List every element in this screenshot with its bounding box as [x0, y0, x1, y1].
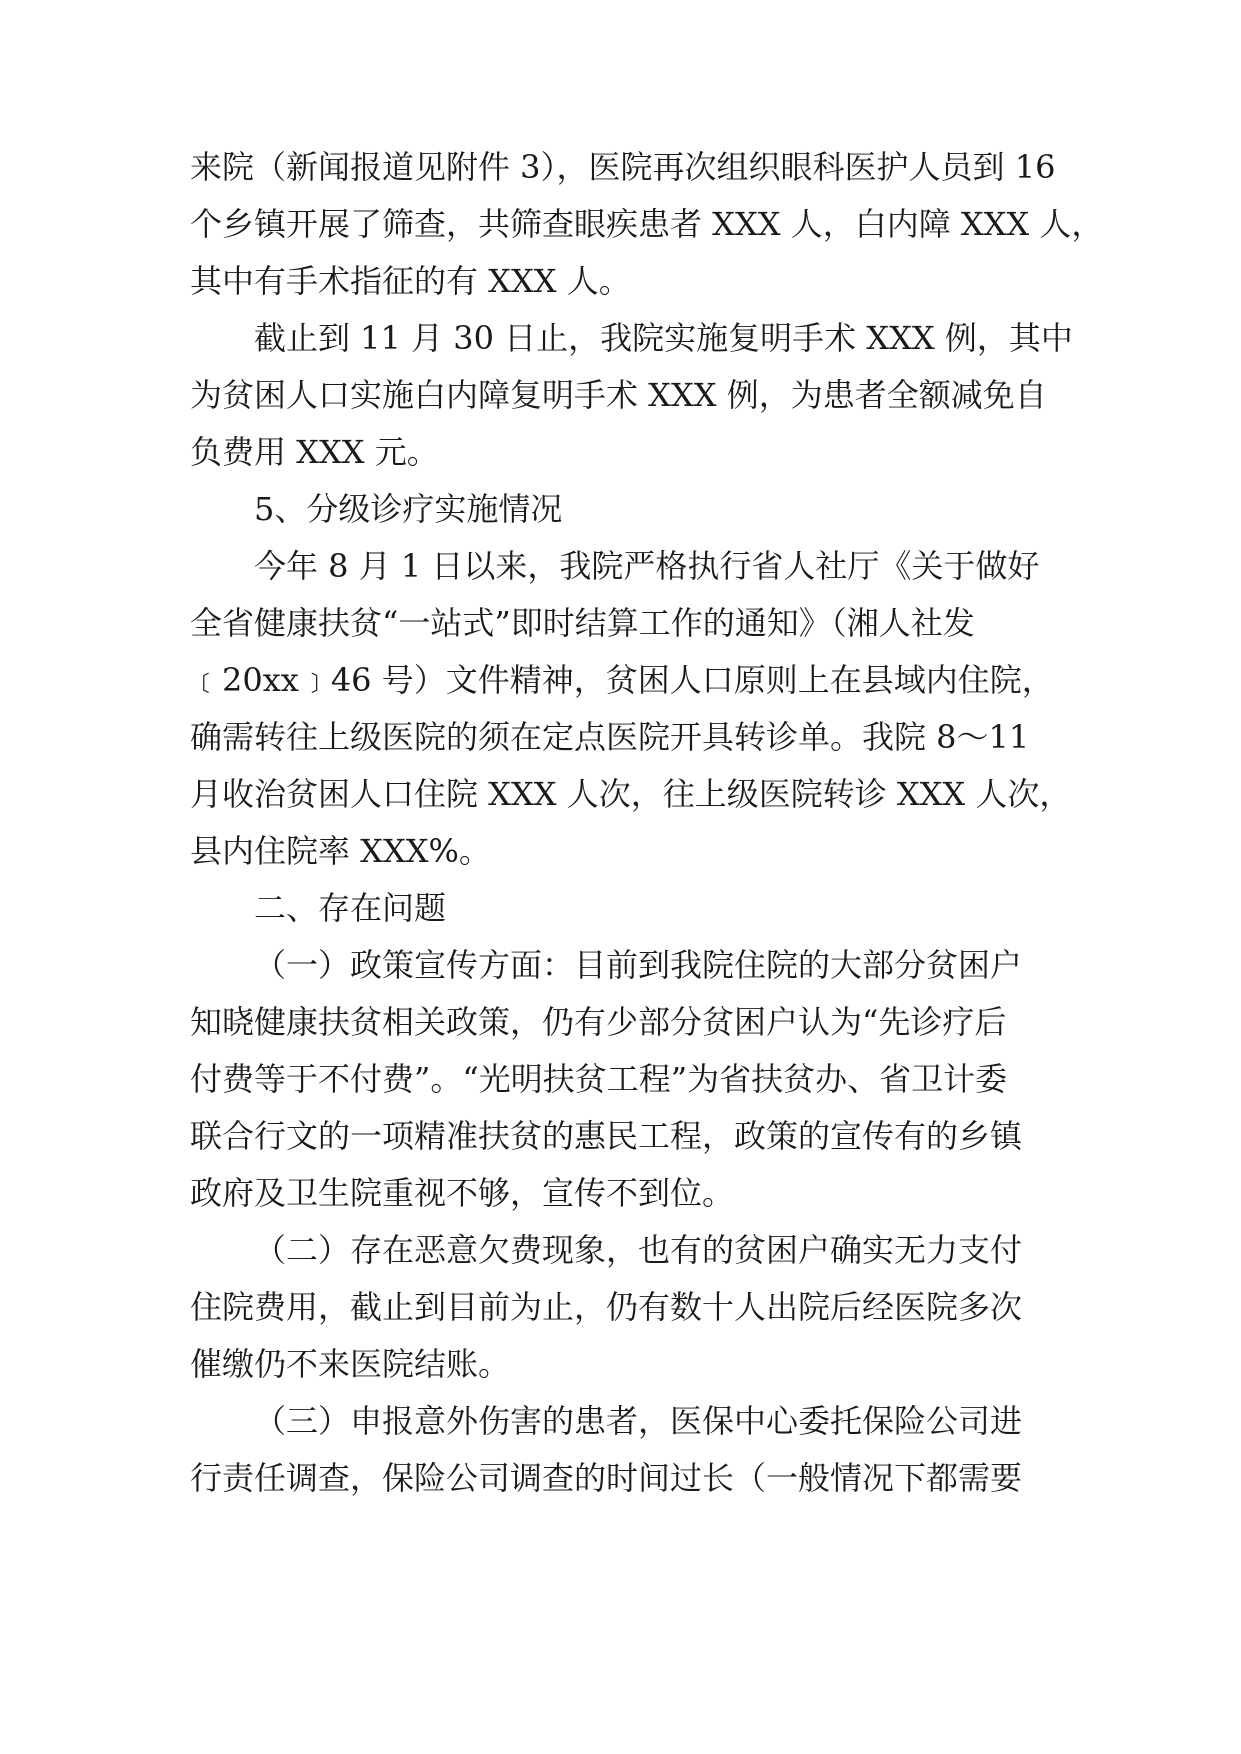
text-line-6: 负费用 XXX 元。 — [190, 433, 439, 471]
text-line-23: （三）申报意外伤害的患者，医保中心委托保险公司进 — [254, 1402, 1023, 1440]
text-line-2: 个乡镇开展了筛查，共筛查眼疾患者 XXX 人，白内障 XXX 人， — [190, 205, 1104, 243]
text-line-8: 今年 8 月 1 日以来，我院严格执行省人社厅《关于做好 — [254, 547, 1040, 585]
text-line-18: 联合行文的一项精准扶贫的惠民工程，政策的宣传有的乡镇 — [190, 1117, 1023, 1155]
text-line-17: 付费等于不付费”。“光明扶贫工程”为省扶贫办、省卫计委 — [190, 1060, 1008, 1098]
section-heading-2: 二、存在问题 — [254, 889, 447, 927]
text-line-21: 住院费用，截止到目前为止，仍有数十人出院后经医院多次 — [190, 1288, 1023, 1326]
text-line-9: 全省健康扶贫“一站式”即时结算工作的通知》（湘人社发 — [190, 604, 975, 642]
text-line-20: （二）存在恶意欠费现象，也有的贫困户确实无力支付 — [254, 1231, 1023, 1269]
text-line-11: 确需转往上级医院的须在定点医院开具转诊单。我院 8～11 — [190, 718, 1030, 756]
text-line-1: 来院（新闻报道见附件 3），医院再次组织眼科医护人员到 16 — [190, 148, 1056, 186]
text-line-13: 县内住院率 XXX%。 — [190, 832, 491, 870]
text-line-4: 截止到 11 月 30 日止，我院实施复明手术 XXX 例，其中 — [254, 319, 1073, 357]
text-line-15: （一）政策宣传方面：目前到我院住院的大部分贫困户 — [254, 946, 1023, 984]
text-line-24: 行责任调查，保险公司调查的时间过长（一般情况下都需要 — [190, 1459, 1023, 1497]
text-line-10: ﹝20xx﹞46 号）文件精神，贫困人口原则上在县域内住院， — [190, 661, 1054, 699]
text-line-22: 催缴仍不来医院结账。 — [190, 1345, 511, 1383]
text-line-5: 为贫困人口实施白内障复明手术 XXX 例，为患者全额减免自 — [190, 376, 1047, 414]
text-line-16: 知晓健康扶贫相关政策，仍有少部分贫困户认为“先诊疗后 — [190, 1003, 1007, 1041]
section-heading-5: 5、分级诊疗实施情况 — [254, 490, 563, 528]
text-line-19: 政府及卫生院重视不够，宣传不到位。 — [190, 1174, 735, 1212]
text-line-3: 其中有手术指征的有 XXX 人。 — [190, 262, 631, 300]
text-line-12: 月收治贫困人口住院 XXX 人次，往上级医院转诊 XXX 人次， — [190, 775, 1072, 813]
